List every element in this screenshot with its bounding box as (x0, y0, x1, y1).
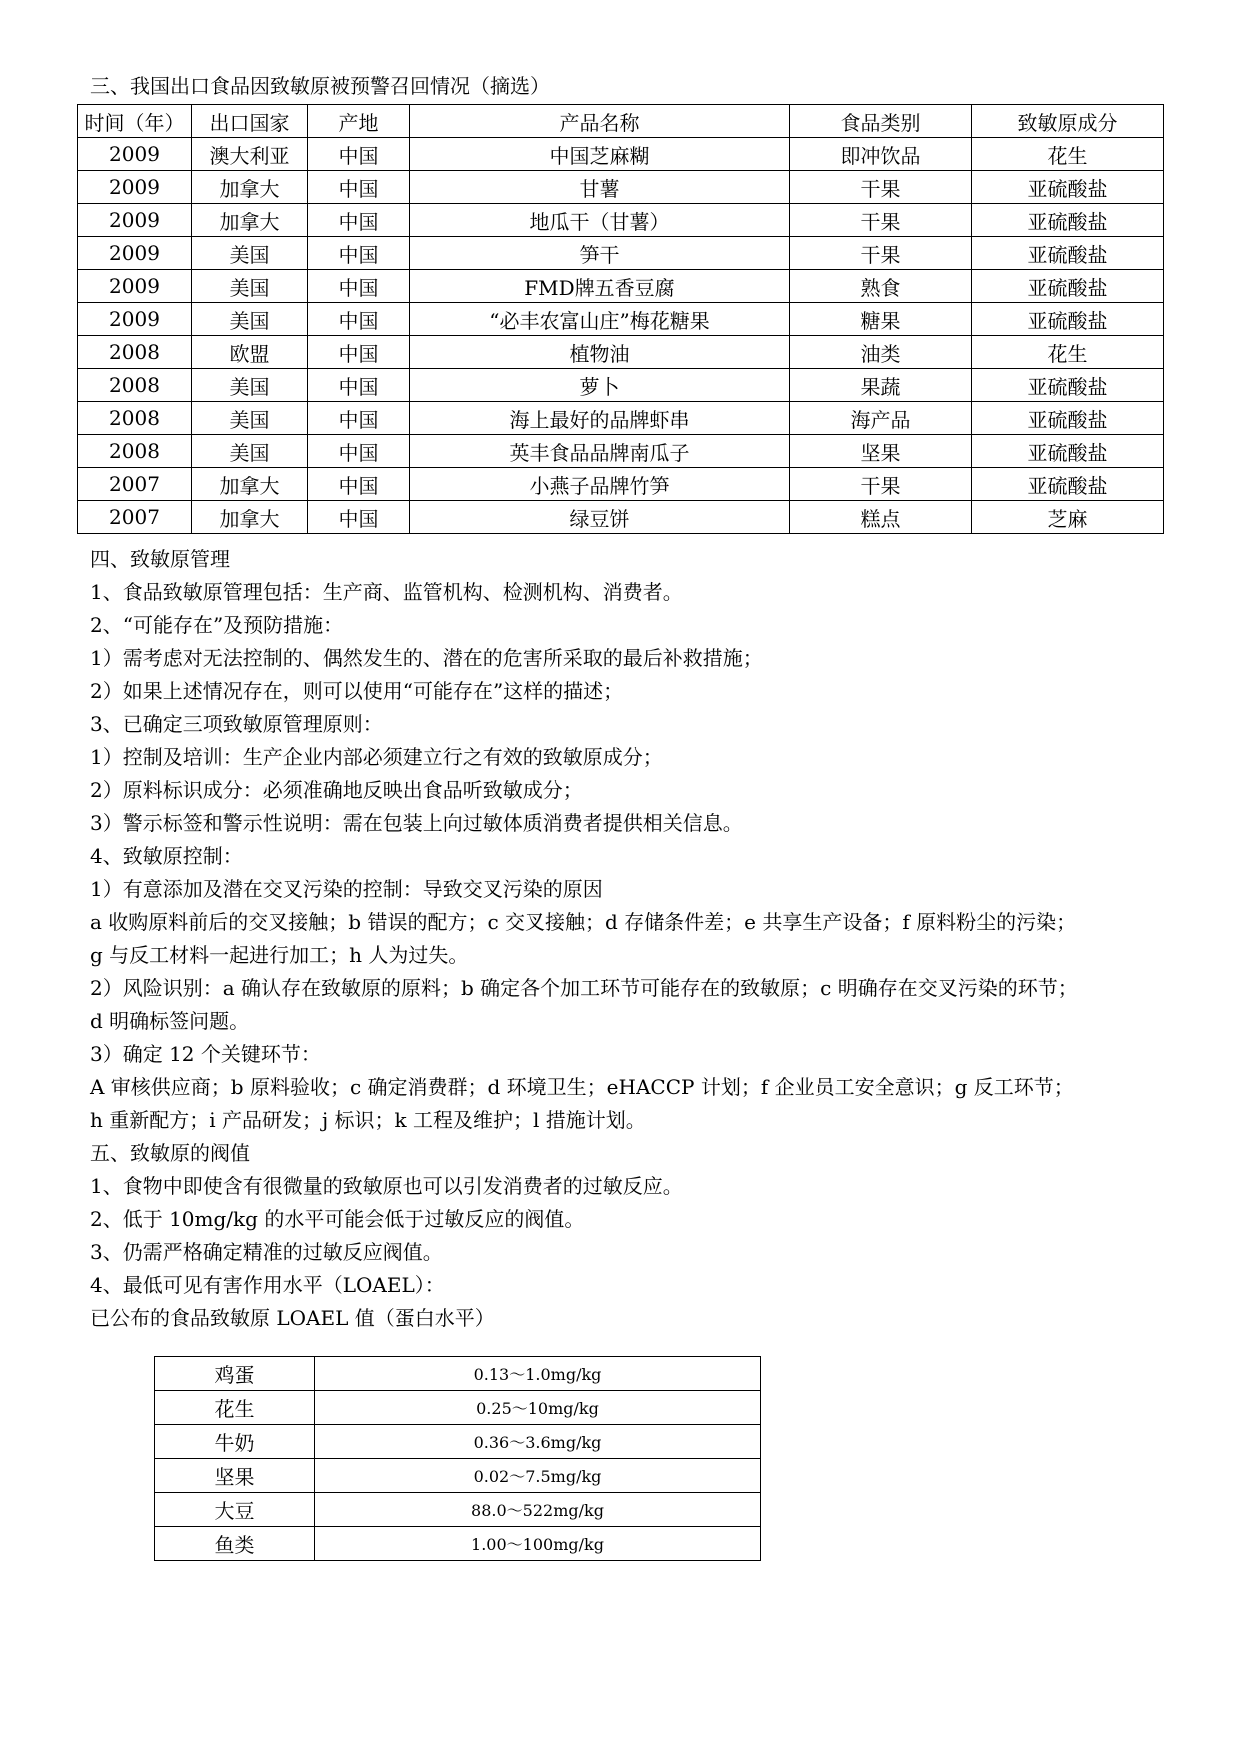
table-row (78, 468, 1164, 501)
cell-year: 2009 (78, 303, 192, 336)
cell-allergen: 亚硫酸盐 (972, 303, 1164, 336)
cell-allergen: 花生 (972, 336, 1164, 369)
cell-loael-value: 0.02～7.5mg/kg (315, 1459, 761, 1493)
cell-product: 甘薯 (410, 171, 790, 204)
paragraph-line: 1）有意添加及潜在交叉污染的控制：导致交叉污染的原因 (90, 877, 603, 901)
table-row (155, 1425, 761, 1459)
section5-title: 五、致敏原的阀值 (90, 1141, 250, 1165)
cell-origin: 中国 (308, 138, 410, 171)
header-product: 产品名称 (410, 105, 790, 138)
cell-product: 植物油 (410, 336, 790, 369)
recall-table-header (78, 105, 1164, 138)
cell-country: 加拿大 (192, 171, 308, 204)
cell-food: 鱼类 (155, 1527, 315, 1561)
cell-category: 油类 (790, 336, 972, 369)
section3-title: 三、我国出口食品因致敏原被预警召回情况（摘选） (90, 74, 550, 98)
paragraph-line: 3、仍需严格确定精准的过敏反应阀值。 (90, 1240, 443, 1264)
cell-category: 熟食 (790, 270, 972, 303)
table-row (78, 270, 1164, 303)
paragraph-line: 2）风险识别：a 确认存在致敏原的原料；b 确定各个加工环节可能存在的致敏原；c 明确存在交叉污染的环节； (90, 976, 1078, 1000)
cell-origin: 中国 (308, 369, 410, 402)
cell-origin: 中国 (308, 435, 410, 468)
cell-origin: 中国 (308, 468, 410, 501)
cell-product: 海上最好的品牌虾串 (410, 402, 790, 435)
cell-year: 2008 (78, 402, 192, 435)
cell-country: 加拿大 (192, 501, 308, 534)
cell-category: 海产品 (790, 402, 972, 435)
paragraph-line: 2）原料标识成分：必须准确地反映出食品听致敏成分； (90, 778, 583, 802)
cell-origin: 中国 (308, 303, 410, 336)
cell-category: 坚果 (790, 435, 972, 468)
paragraph-line: 1、食物中即使含有很微量的致敏原也可以引发消费者的过敏反应。 (90, 1174, 683, 1198)
cell-allergen: 亚硫酸盐 (972, 171, 1164, 204)
paragraph-line: a 收购原料前后的交叉接触；b 错误的配方；c 交叉接触；d 存储条件差；e 共享生产设备；f 原料粉尘的污染； (90, 910, 1077, 934)
cell-loael-value: 0.13～1.0mg/kg (315, 1357, 761, 1391)
cell-country: 欧盟 (192, 336, 308, 369)
header-year: 时间（年） (78, 105, 192, 138)
table-row (78, 435, 1164, 468)
cell-category: 糕点 (790, 501, 972, 534)
paragraph-line: 1）需考虑对无法控制的、偶然发生的、潜在的危害所采取的最后补救措施； (90, 646, 763, 670)
cell-country: 美国 (192, 369, 308, 402)
header-country: 出口国家 (192, 105, 308, 138)
cell-origin: 中国 (308, 270, 410, 303)
cell-category: 干果 (790, 468, 972, 501)
cell-food: 坚果 (155, 1459, 315, 1493)
cell-year: 2008 (78, 336, 192, 369)
cell-year: 2008 (78, 369, 192, 402)
cell-loael-value: 1.00～100mg/kg (315, 1527, 761, 1561)
paragraph-line: g 与反工材料一起进行加工；h 人为过失。 (90, 943, 469, 967)
cell-category: 干果 (790, 237, 972, 270)
cell-year: 2007 (78, 468, 192, 501)
section4-title: 四、致敏原管理 (90, 547, 230, 571)
cell-country: 澳大利亚 (192, 138, 308, 171)
cell-category: 干果 (790, 171, 972, 204)
cell-category: 糖果 (790, 303, 972, 336)
cell-allergen: 亚硫酸盐 (972, 468, 1164, 501)
cell-year: 2009 (78, 237, 192, 270)
table-row (78, 171, 1164, 204)
cell-allergen: 亚硫酸盐 (972, 402, 1164, 435)
cell-product: 绿豆饼 (410, 501, 790, 534)
cell-product: 小燕子品牌竹笋 (410, 468, 790, 501)
cell-origin: 中国 (308, 237, 410, 270)
table-row (78, 237, 1164, 270)
cell-origin: 中国 (308, 501, 410, 534)
cell-country: 加拿大 (192, 204, 308, 237)
cell-year: 2007 (78, 501, 192, 534)
table-row (155, 1357, 761, 1391)
cell-product: 英丰食品品牌南瓜子 (410, 435, 790, 468)
cell-country: 加拿大 (192, 468, 308, 501)
cell-loael-value: 88.0～522mg/kg (315, 1493, 761, 1527)
cell-product: “必丰农富山庄”梅花糖果 (410, 303, 790, 336)
cell-loael-value: 0.25～10mg/kg (315, 1391, 761, 1425)
cell-food: 大豆 (155, 1493, 315, 1527)
cell-product: 萝卜 (410, 369, 790, 402)
header-category: 食品类别 (790, 105, 972, 138)
table-row (155, 1527, 761, 1561)
paragraph-line: 1）控制及培训：生产企业内部必须建立行之有效的致敏原成分； (90, 745, 663, 769)
table-row (155, 1391, 761, 1425)
header-allergen: 致敏原成分 (972, 105, 1164, 138)
paragraph-line: A 审核供应商；b 原料验收；c 确定消费群；d 环境卫生；eHACCP 计划；f 企业员工安全意识；g 反工环节； (90, 1075, 1074, 1099)
paragraph-line: d 明确标签问题。 (90, 1009, 250, 1033)
table-row (78, 204, 1164, 237)
cell-product: FMD牌五香豆腐 (410, 270, 790, 303)
cell-country: 美国 (192, 402, 308, 435)
paragraph-line: 4、最低可见有害作用水平（LOAEL）： (90, 1273, 445, 1297)
cell-country: 美国 (192, 270, 308, 303)
paragraph-line: 2、“可能存在”及预防措施： (90, 613, 344, 637)
cell-loael-value: 0.36～3.6mg/kg (315, 1425, 761, 1459)
cell-category: 果蔬 (790, 369, 972, 402)
table-row (78, 369, 1164, 402)
cell-year: 2009 (78, 138, 192, 171)
cell-allergen: 芝麻 (972, 501, 1164, 534)
cell-category: 干果 (790, 204, 972, 237)
paragraph-line: 2）如果上述情况存在，则可以使用“可能存在”这样的描述； (90, 679, 624, 703)
table-row (78, 303, 1164, 336)
paragraph-line: 1、食品致敏原管理包括：生产商、监管机构、检测机构、消费者。 (90, 580, 683, 604)
cell-product: 中国芝麻糊 (410, 138, 790, 171)
table-row (78, 402, 1164, 435)
cell-product: 笋干 (410, 237, 790, 270)
cell-category: 即冲饮品 (790, 138, 972, 171)
cell-origin: 中国 (308, 336, 410, 369)
cell-allergen: 花生 (972, 138, 1164, 171)
cell-country: 美国 (192, 237, 308, 270)
cell-allergen: 亚硫酸盐 (972, 270, 1164, 303)
cell-origin: 中国 (308, 402, 410, 435)
cell-allergen: 亚硫酸盐 (972, 369, 1164, 402)
cell-allergen: 亚硫酸盐 (972, 435, 1164, 468)
cell-country: 美国 (192, 303, 308, 336)
cell-country: 美国 (192, 435, 308, 468)
table-row (78, 336, 1164, 369)
cell-year: 2009 (78, 204, 192, 237)
cell-allergen: 亚硫酸盐 (972, 204, 1164, 237)
paragraph-line: 4、致敏原控制： (90, 844, 243, 868)
table-row (78, 501, 1164, 534)
paragraph-line: 3）确定 12 个关键环节： (90, 1042, 321, 1066)
cell-food: 鸡蛋 (155, 1357, 315, 1391)
cell-origin: 中国 (308, 204, 410, 237)
table-row (78, 138, 1164, 171)
cell-year: 2009 (78, 270, 192, 303)
header-origin: 产地 (308, 105, 410, 138)
paragraph-line: 3、已确定三项致敏原管理原则： (90, 712, 383, 736)
loael-caption: 已公布的食品致敏原 LOAEL 值（蛋白水平） (90, 1306, 495, 1330)
loael-table (154, 1356, 761, 1561)
table-row (155, 1493, 761, 1527)
cell-food: 牛奶 (155, 1425, 315, 1459)
cell-product: 地瓜干（甘薯） (410, 204, 790, 237)
cell-year: 2008 (78, 435, 192, 468)
paragraph-line: 3）警示标签和警示性说明：需在包装上向过敏体质消费者提供相关信息。 (90, 811, 743, 835)
table-row (155, 1459, 761, 1493)
recall-table (77, 104, 1164, 534)
cell-allergen: 亚硫酸盐 (972, 237, 1164, 270)
cell-year: 2009 (78, 171, 192, 204)
cell-origin: 中国 (308, 171, 410, 204)
paragraph-line: 2、低于 10mg/kg 的水平可能会低于过敏反应的阀值。 (90, 1207, 585, 1231)
paragraph-line: h 重新配方；i 产品研发；j 标识；k 工程及维护；l 措施计划。 (90, 1108, 646, 1132)
cell-food: 花生 (155, 1391, 315, 1425)
